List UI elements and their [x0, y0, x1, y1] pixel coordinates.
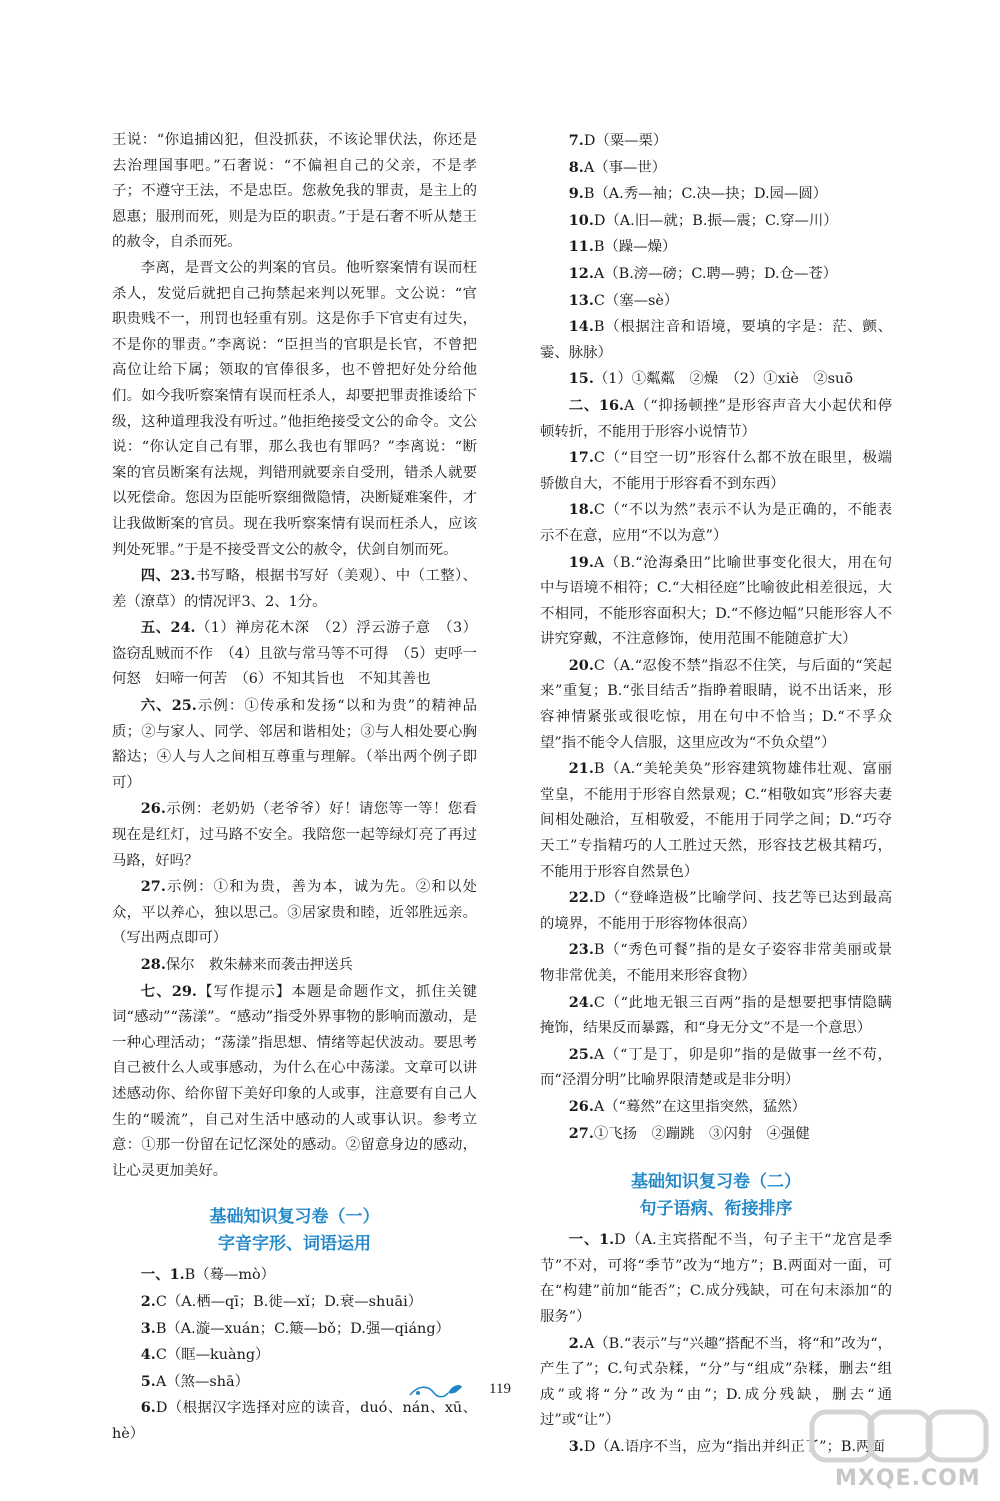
watermark-text: MXQE.COM: [835, 1466, 981, 1491]
question-number: 8.: [568, 158, 584, 176]
question-number: 21.: [568, 760, 594, 778]
answer-text: ①飞扬 ②蹦跳 ③闪射 ④强健: [593, 1125, 810, 1142]
question-number: 13.: [568, 291, 594, 309]
left-column: [112, 128, 477, 1448]
answer-text: C（“目空一切”形容什么都不放在眼里，极端骄傲自大，不能用于形容看不到东西）: [540, 450, 892, 492]
answer-text: A（“抑扬顿挫”是形容声音大小起伏和停顿转折，不能用于形容小说情节）: [540, 397, 893, 440]
answer-text: D（“登峰造极”比喻学问、技艺等已达到最高的境界，不能用于形容物体很高）: [540, 890, 892, 932]
question-number: 19.: [568, 553, 594, 571]
section1-title: 基础知识复习卷（一）: [209, 1207, 380, 1228]
answer-text: A（煞—shā）: [155, 1373, 250, 1390]
answer-paragraph: [112, 1262, 477, 1289]
answer-text: 书写略，根据书写好（美观）、中（工整）、差（潦草）的情况评3、2、1分。: [112, 568, 477, 610]
answer-paragraph: [540, 208, 892, 235]
answer-text: （1）禅房花木深 （2）浮云游子意 （3）盗窃乱贼而不作 （4）且欲与常马等不可得 （5）吏呼一何怒 妇啼一何苦 （6）不知其旨也 不知其善也: [112, 620, 477, 688]
answer-text: A（事—世）: [583, 159, 667, 176]
answer-text: A（“蓦然”在这里指突然，猛然）: [593, 1098, 807, 1115]
answer-text: 王说：“你追捕凶犯，但没抓获，不该论罪伏法，你还是去治理国事吧。”石奢说：“不偏袒自己的父亲，不是孝子；不遵守王法，不是忠臣。您赦免我的罪责，是主上的恩惠；服刑而死，则是为臣的职责。”于是石奢不听从楚王的赦令，自杀而死。: [112, 132, 477, 251]
answer-text: D（A.语序不当，应为“指出并纠正了”；B.两面: [583, 1438, 885, 1455]
question-number: 24.: [568, 993, 594, 1011]
question-number: 25.: [568, 1045, 594, 1063]
question-number: 七、29.: [140, 982, 197, 1000]
question-number: 14.: [568, 318, 594, 336]
section2-heading: [540, 1169, 892, 1223]
answer-text: B（A.“美轮美奂”形容建筑物雄伟壮观、富丽堂皇，不能用于形容自然景观；C.“相敬如宾”形容夫妻间相处融洽，互相敬爱，不能用于同学之间；D.“巧夺天工”专指精巧的人工胜过天然，形容技艺极其精巧，不能用于形容自然景色）: [540, 761, 892, 880]
question-number: 26.: [568, 1097, 594, 1115]
question-number: 4.: [140, 1346, 156, 1364]
question-number: 一、1.: [568, 1231, 615, 1249]
answer-paragraph: [112, 874, 477, 952]
answer-paragraph: [540, 937, 892, 989]
answer-text: A（“丁是丁，卯是卯”指的是做事一丝不苟，而“泾渭分明”比喻界限清楚或是非分明）: [540, 1046, 892, 1089]
answer-paragraph: [112, 952, 477, 979]
question-number: 6.: [140, 1399, 156, 1417]
answer-text: C（“此地无银三百两”指的是想要把事情隐瞒掩饰，结果反而暴露，和“身无分文”不是一个意思）: [540, 994, 892, 1037]
answer-paragraph: [112, 1289, 477, 1316]
question-number: 23.: [568, 941, 594, 959]
answer-paragraph: [540, 1042, 892, 1094]
question-number: 10.: [568, 211, 594, 229]
question-number: 2.: [140, 1292, 156, 1310]
question-number: 12.: [568, 264, 594, 282]
question-number: 27.: [568, 1124, 594, 1142]
answer-paragraph: [540, 756, 892, 885]
answer-text: （1）①粼粼 ②燥 （2）①xiè ②suō: [593, 371, 853, 388]
answer-text: 示例：老奶奶（老爷爷）好！请您等一等！您看现在是红灯，过马路不安全。我陪您一起等绿灯亮了再过马路，好吗？: [112, 801, 477, 869]
answer-paragraph: [540, 181, 892, 208]
section2-title: 基础知识复习卷（二）: [631, 1172, 801, 1193]
answer-paragraph: [540, 445, 892, 497]
answer-paragraph: [540, 366, 892, 393]
answer-text: C（“不以为然”表示不认为是正确的，不能表示不在意，应用“不以为意”）: [540, 502, 892, 544]
answer-text: C（塞—sè）: [593, 292, 679, 309]
answer-text: A（B.“表示”与“兴趣”搭配不当，将“和”改为“，产生了”；C.句式杂糅，“分”与“组成”杂糅，删去“组成”或将“分”改为“由”；D.成分残缺，删去“通过”或“让”）: [540, 1335, 892, 1429]
answer-text: B（根据注音和语境，要填的字是：茫、颤、霎、脉脉）: [540, 319, 892, 361]
question-number: 3.: [568, 1437, 584, 1455]
answer-paragraph: [540, 885, 892, 937]
answer-text: 保尔 救朱赫来而袭击押送兵: [165, 957, 353, 973]
answer-paragraph: [540, 1094, 892, 1121]
section1-subtitle: 字音字形、词语运用: [218, 1234, 371, 1255]
question-number: 2.: [568, 1334, 584, 1352]
answer-text: B（“秀色可餐”指的是女子姿容非常美丽或景物非常优美，不能用来形容食物）: [540, 942, 892, 984]
section1-heading: [112, 1204, 477, 1258]
answer-paragraph: [112, 693, 477, 796]
question-number: 9.: [568, 185, 584, 203]
answer-paragraph: [540, 990, 892, 1042]
question-number: 18.: [568, 501, 594, 519]
answer-text: 李离，是晋文公的判案的官员。他听察案情有误而枉杀人，发觉后就把自己拘禁起来判以死罪。文公说：“官职贵贱不一，刑罚也轻重有别。这是你手下官吏有过失，不是你的罪责。”李离说：“臣担当的官职是长官，不曾把高位让给下属；领取的官俸很多，也不曾把好处分给他们。如今我听察案情有误而枉杀人，却要把罪责推诿给下级，这种道理我没有听过。”他拒绝接受文公的命令。文公说：“你认定自己有罪，那么我也有罪吗？”李离说：“断案的官员断案有法规，判错刑就要亲自受刑，错杀人就要以死偿命。您因为臣能听察细微隐情，决断疑难案件，才让我做断案的官员。现在我听察案情有误而枉杀人，应该判处死罪。”于是不接受晋文公的赦令，伏剑自刎而死。: [112, 259, 477, 558]
question-number: 5.: [140, 1372, 156, 1390]
leaf-ornament-icon: [408, 1381, 464, 1401]
answer-paragraph: [540, 261, 892, 288]
answer-paragraph: [540, 128, 892, 155]
answer-text: B（躁—燥）: [593, 239, 677, 256]
question-number: 26.: [140, 800, 166, 818]
answer-text: C（A.“忍俊不禁”指忍不住笑，与后面的“笑起来”重复；B.“张目结舌”指睁着眼睛，说不出话来，形容神情紧张或很吃惊，用在句中不恰当；D.“不孚众望”指不能令人信服，这里应改为“不负众望”）: [540, 657, 892, 751]
answer-text: D（A.主宾搭配不当，句子主干“龙宫是季节”不对，可将“季节”改为“地方”；B.两面对一面，可在“构建”前加“能否”；C.成分残缺，可在句末添加“的服务”）: [540, 1232, 892, 1325]
answer-paragraph: [112, 128, 477, 256]
answer-paragraph: [540, 393, 892, 445]
answer-text: 【写作提示】本题是命题作文，抓住关键词“感动”“荡漾”。“感动”指受外界事物的影响而激动，是一种心理活动；“荡漾”指思想、情绪等起伏波动。要思考自己被什么人或事感动，为什么在心中荡漾。文章可以讲述感动你、给你留下美好印象的人或事，注意要有自己人生的“暖流”，自己对生活中感动的人或事认识。参考立意：①那一份留在记忆深处的感动。②留意身边的感动，让心灵更加美好。: [112, 983, 477, 1179]
right-paragraphs: [540, 128, 892, 1147]
answer-paragraph: [112, 1342, 477, 1369]
answer-text: B（A.漩—xuán；C.簸—bǒ；D.强—qiáng）: [155, 1320, 450, 1337]
answer-paragraph: [540, 497, 892, 549]
question-number: 20.: [568, 656, 594, 674]
question-number: 一、1.: [140, 1266, 185, 1284]
question-number: 27.: [140, 878, 166, 896]
left-paragraphs: [112, 128, 477, 1184]
answer-text: C（眶—kuàng）: [155, 1347, 270, 1364]
answer-paragraph: [540, 1121, 892, 1148]
page-footer: [0, 1372, 1000, 1405]
answer-text: D（粟—栗）: [583, 133, 668, 149]
question-number: 17.: [568, 449, 594, 467]
answer-paragraph: [112, 256, 477, 563]
answer-text: D（根据汉字选择对应的读音，duó、nán、xū、hè）: [112, 1400, 477, 1442]
answer-paragraph: [540, 155, 892, 182]
question-number: 22.: [568, 889, 594, 907]
question-number: 3.: [140, 1319, 156, 1337]
section1-items: [112, 1262, 477, 1447]
question-number: 15.: [568, 370, 594, 388]
answer-text: A（B.“沧海桑田”比喻世事变化很大，用在句中与语境不相符；C.“大相径庭”比喻彼此相差很远，大不相同，不能形容面积大；D.“不修边幅”只能形容人不讲究穿戴，不注意修饰，使用范围不能随意扩大）: [540, 554, 892, 648]
section2-subtitle: 句子语病、衔接排序: [639, 1199, 793, 1220]
right-column: [540, 128, 892, 1461]
answer-paragraph: [540, 550, 892, 653]
question-number: 28.: [140, 956, 166, 973]
answer-paragraph: [540, 653, 892, 756]
answer-paragraph: [112, 979, 477, 1185]
answer-text: A（B.滂—磅；C.聘—骋；D.仓—苍）: [593, 265, 838, 282]
answer-text: D（A.旧—就；B.振—震；C.穿—川）: [593, 212, 838, 229]
answer-paragraph: [540, 314, 892, 366]
answer-text: 示例：①传承和发扬“以和为贵”的精神品质；②与家人、同学、邻居和谐相处；③与人相处要心胸豁达；④人与人之间相互尊重与理解。（举出两个例子即可）: [112, 698, 477, 791]
answer-paragraph: [540, 234, 892, 261]
question-number: 二、16.: [568, 396, 625, 414]
answer-paragraph: [540, 1227, 892, 1330]
answer-paragraph: [540, 288, 892, 315]
answer-paragraph: [112, 1316, 477, 1343]
question-number: 六、25.: [140, 697, 197, 715]
question-number: 四、23.: [140, 567, 196, 585]
question-number: 11.: [568, 238, 594, 256]
answer-text: 示例：①和为贵，善为本，诚为先。②和以处众，平以养心，独以思己。③居家贵和睦，近邻胜远亲。（写出两点即可）: [112, 879, 477, 947]
answer-text: B（A.秀—袖；C.决—抉；D.园—圆）: [583, 186, 828, 203]
answer-paragraph: [112, 563, 477, 615]
answer-paragraph: [112, 796, 477, 874]
answer-text: B（蓦—mò）: [184, 1267, 276, 1284]
question-number: 五、24.: [140, 619, 196, 637]
answer-text: C（A.栖—qī；B.徙—xǐ；D.衰—shuāi）: [155, 1293, 423, 1310]
question-number: 7.: [568, 132, 584, 149]
page-number: 119: [489, 1381, 511, 1397]
answer-paragraph: [112, 615, 477, 693]
